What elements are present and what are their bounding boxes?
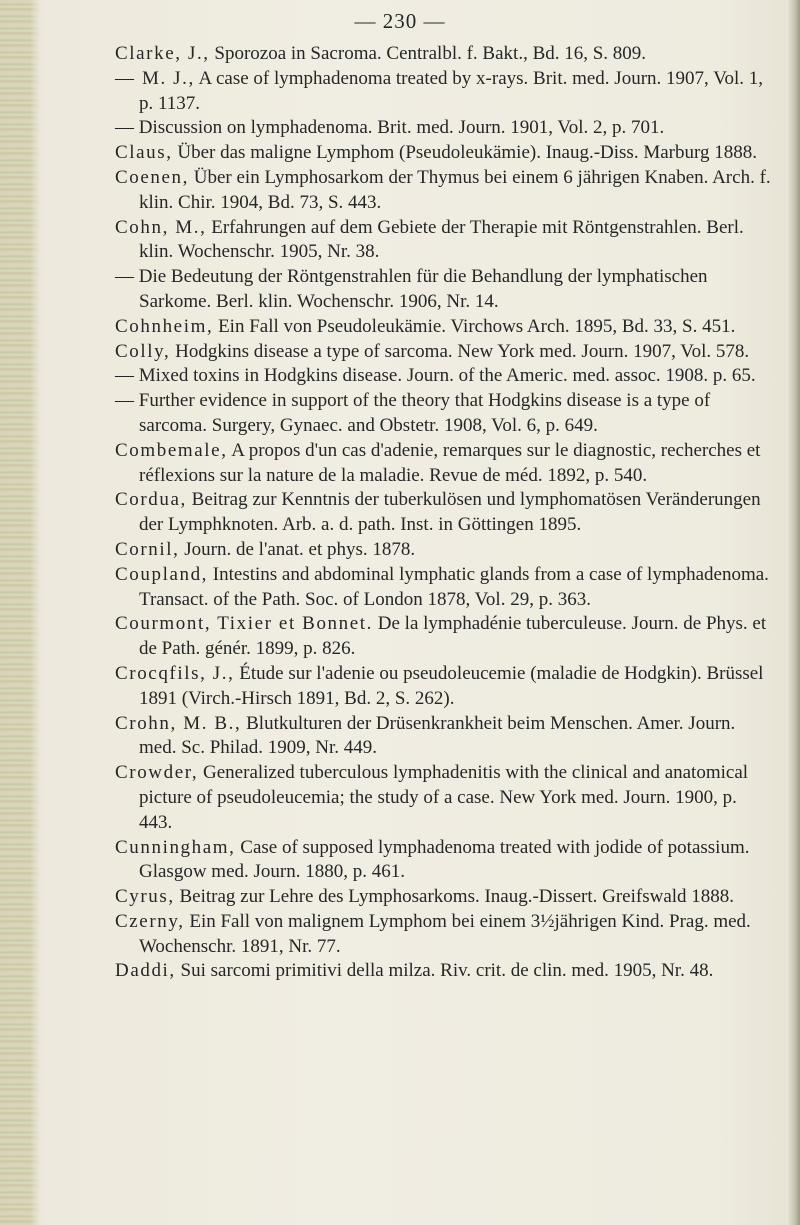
entry-text: Blutkulturen der Drüsenkrankheit beim Menschen. Amer. Journ. med. Sc. Philad. 1909, Nr. 449. [139, 712, 736, 759]
entry-text: Ein Fall von malignem Lymphom bei einem 3½jährigen Kind. Prag. med. Wochenschr. 1891, Nr. 77. [139, 910, 751, 957]
entry-author: Coenen, [115, 166, 189, 188]
bibliography-entry [115, 116, 771, 141]
entry-author: Cornil, [115, 538, 180, 560]
entry-author: — [115, 390, 134, 412]
bibliography-entry [115, 712, 771, 762]
bibliography-entry [115, 364, 771, 389]
bibliography-entry [115, 315, 771, 340]
entry-text: Discussion on lymphadenoma. Brit. med. Journ. 1901, Vol. 2, p. 701. [138, 117, 665, 139]
entry-author: — [115, 365, 134, 387]
entry-text: Erfahrungen auf dem Gebiete der Therapie mit Röntgenstrahlen. Berl. klin. Wochenschr. 1905, Nr. 38. [139, 216, 744, 263]
entry-text: Über ein Lymphosarkom der Thymus bei einem 6 jährigen Knaben. Arch. f. klin. Chir. 1904, Bd. 73, S. 443. [139, 166, 771, 213]
entry-author: Cyrus, [115, 886, 175, 908]
bibliography-entry [115, 885, 771, 910]
entry-author: Combemale, [115, 439, 228, 461]
bibliography-entry [115, 538, 771, 563]
page-number: — 230 — [354, 9, 446, 33]
bibliography-entry [115, 612, 771, 662]
entry-author: Coupland, [115, 563, 209, 585]
bibliography-entry [115, 216, 771, 266]
entry-author: Czerny, [115, 910, 185, 932]
entry-author: Cunningham, [115, 836, 236, 858]
entry-text: Die Bedeutung der Röntgenstrahlen für die Behandlung der lymphatischen Sarkome. Berl. klin. Wochenschr. 1906, Nr. 14. [138, 266, 708, 312]
bibliography-entry [115, 959, 771, 984]
bibliography-entry [115, 563, 771, 613]
entry-author: — M. J., [115, 67, 195, 89]
entry-text: Ein Fall von Pseudoleukämie. Virchows Arch. 1895, Bd. 33, S. 451. [218, 315, 736, 337]
entry-text: Mixed toxins in Hodgkins disease. Journ. of the Americ. med. assoc. 1908. p. 65. [138, 365, 756, 387]
bibliography-entry [115, 340, 771, 365]
entry-text: Intestins and abdominal lymphatic glands from a case of lymphadenoma. Transact. of the Path. Soc. of London 1878, Vol. 29, p. 363. [139, 563, 769, 610]
entry-text: A case of lymphadenoma treated by x-rays. Brit. med. Journ. 1907, Vol. 1, p. 1137. [139, 67, 763, 114]
bibliography-entry [115, 166, 771, 216]
entry-author: Clarke, J., [115, 43, 210, 64]
entry-author: Courmont, Tixier et Bonnet. [115, 613, 374, 635]
entry-author: Colly, [115, 340, 171, 362]
entry-author: Cohnheim, [115, 315, 214, 337]
entry-author: — [115, 266, 134, 288]
bibliography-entry [115, 265, 771, 315]
entry-author: Cordua, [115, 489, 187, 511]
entry-text: Hodgkins disease a type of sarcoma. New York med. Journ. 1907, Vol. 578. [175, 340, 750, 362]
entry-text: Journ. de l'anat. et phys. 1878. [184, 538, 416, 560]
entry-text: Sporozoa in Sacroma. Centralbl. f. Bakt., Bd. 16, S. 809. [214, 43, 647, 64]
entry-author: Crocqfils, J., [115, 662, 235, 684]
entry-text: Über das maligne Lymphom (Pseudoleukämie). Inaug.-Diss. Marburg 1888. [177, 142, 757, 164]
entry-author: — [115, 117, 134, 139]
entry-author: Cohn, M., [115, 216, 207, 238]
bibliography-entry [115, 439, 771, 489]
entry-text: Beitrag zur Kenntnis der tuberkulösen und lymphomatösen Veränderungen der Lymphknoten. Arb. a. d. path. Inst. in Göttingen 1895. [139, 489, 761, 536]
entry-text: Beitrag zur Lehre des Lymphosarkoms. Inaug.-Dissert. Greifswald 1888. [179, 886, 735, 908]
bibliography-entry [115, 761, 771, 835]
bibliography-entry [115, 141, 771, 166]
entry-text: Generalized tuberculous lymphadenitis with the clinical and anatomical picture of pseudoleucemia; the study of a case. New York med. Journ. 1900, p. 443. [139, 762, 749, 833]
bibliography-entry [115, 42, 771, 67]
page-right-edge [786, 0, 800, 1225]
entry-text: Étude sur l'adenie ou pseudoleucemie (maladie de Hodgkin). Brüssel 1891 (Virch.-Hirsch 1891, Bd. 2, S. 262). [139, 662, 764, 709]
bibliography-entry [115, 67, 771, 117]
bibliography-entry [115, 488, 771, 538]
entry-text: Sui sarcomi primitivi della milza. Riv. crit. de clin. med. 1905, Nr. 48. [180, 960, 714, 982]
bibliography-entry [115, 662, 771, 712]
entry-text: Further evidence in support of the theory that Hodgkins disease is a type of sarcoma. Surgery, Gynaec. and Obstetr. 1908, Vol. 6, p. 649. [138, 390, 711, 436]
bibliography-entry [115, 389, 771, 439]
page-gutter-edge [0, 0, 40, 1225]
entry-author: Crowder, [115, 762, 199, 784]
entry-author: Claus, [115, 142, 173, 164]
bibliography-entry [115, 910, 771, 960]
entry-text: Case of supposed lymphadenoma treated with jodide of potassium. Glasgow med. Journ. 1880, p. 461. [139, 836, 750, 883]
entry-author: Daddi, [115, 960, 176, 982]
entry-text: A propos d'un cas d'adenie, remarques sur le diagnostic, recherches et réflexions sur la nature de la maladie. Revue de méd. 1892, p. 540. [139, 439, 761, 486]
bibliography-entry [115, 836, 771, 886]
entry-text: De la lymphadénie tuberculeuse. Journ. de Phys. et de Path. génér. 1899, p. 826. [139, 613, 767, 660]
bibliography-list [115, 42, 771, 984]
entry-author: Crohn, M. B., [115, 712, 242, 734]
